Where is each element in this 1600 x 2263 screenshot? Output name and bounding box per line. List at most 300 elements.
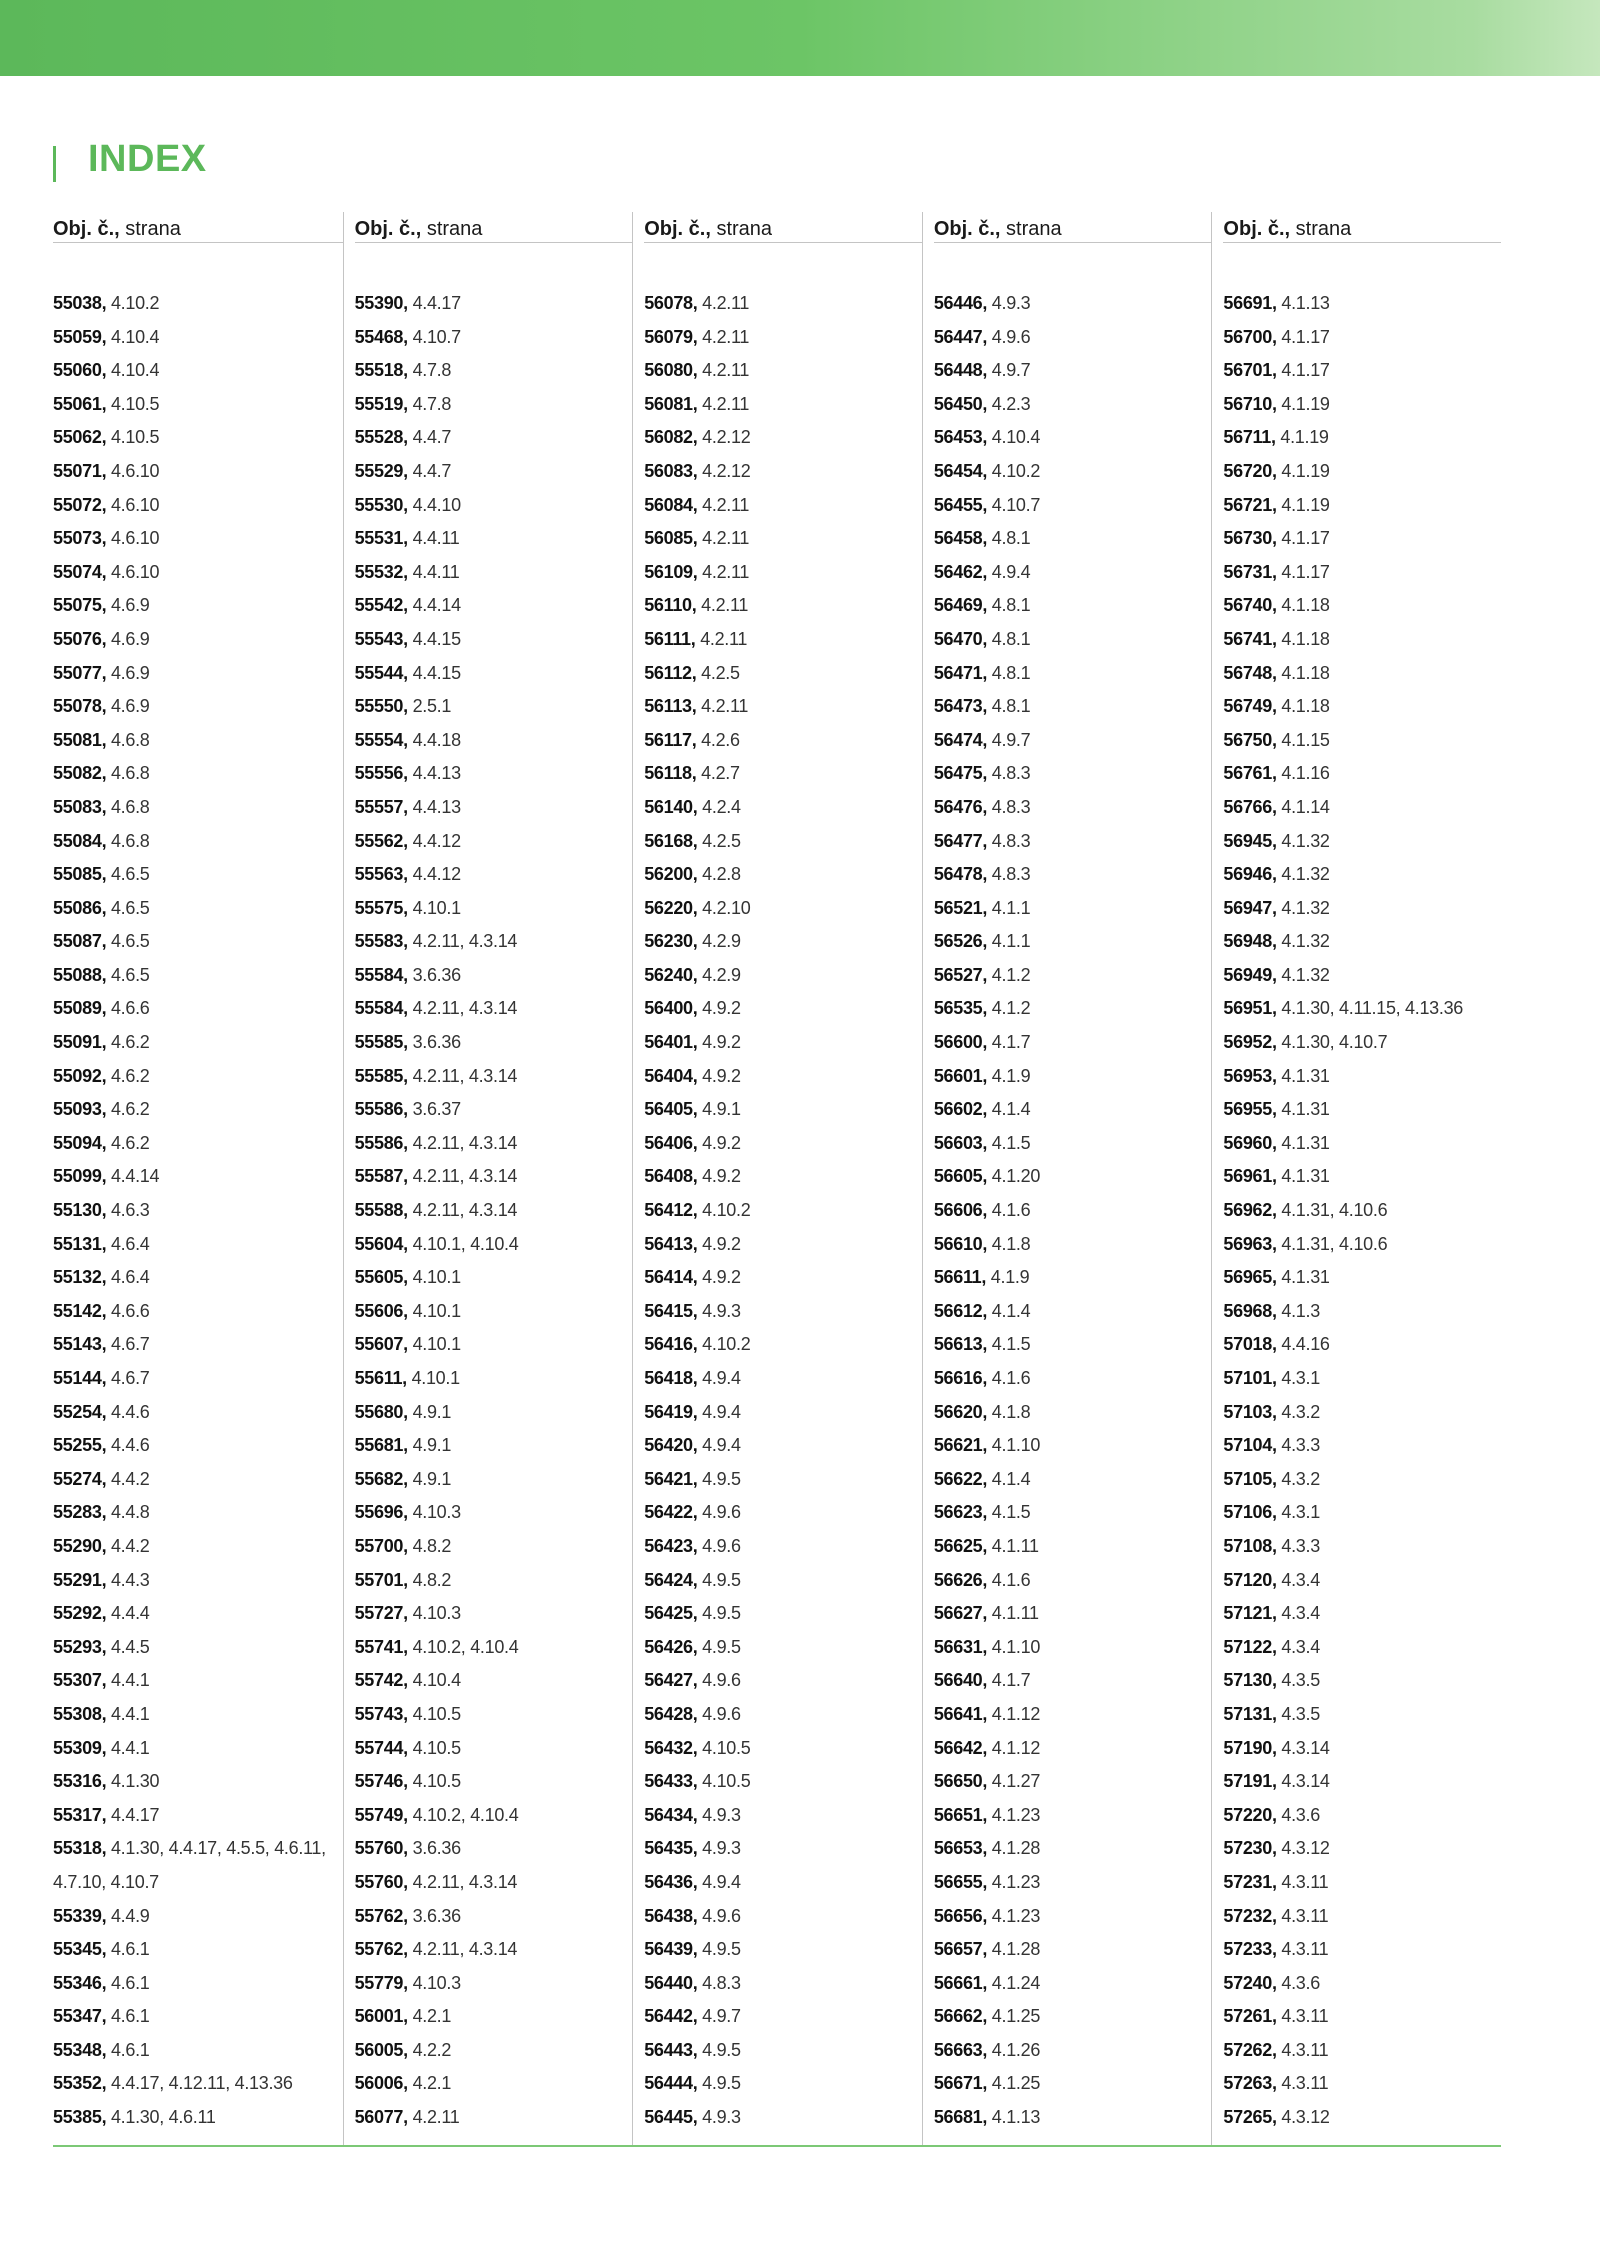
page-reference: 4.1.8 bbox=[991, 1233, 1031, 1254]
index-entry bbox=[934, 421, 1212, 455]
item-number: 56730 bbox=[1223, 528, 1272, 549]
item-number: 55562 bbox=[354, 830, 404, 851]
page-reference: 4.1.19 bbox=[1281, 460, 1330, 481]
item-separator: , bbox=[403, 1569, 413, 1590]
item-separator: , bbox=[692, 2039, 703, 2060]
page-reference: 4.2.11 bbox=[702, 528, 750, 549]
item-number: 56085 bbox=[644, 528, 693, 549]
item-separator: , bbox=[1271, 1569, 1282, 1590]
page-reference: 4.10.2 bbox=[702, 1334, 751, 1355]
index-entry bbox=[355, 1295, 633, 1329]
item-separator: , bbox=[101, 864, 111, 885]
index-entry bbox=[355, 1597, 633, 1631]
item-separator: , bbox=[1271, 1939, 1282, 1960]
page-reference: 4.9.7 bbox=[991, 729, 1031, 750]
page-reference: 4.1.2 bbox=[991, 998, 1031, 1019]
item-separator: , bbox=[1271, 897, 1282, 918]
index-entry bbox=[644, 1832, 922, 1866]
page-reference: 4.2.11 bbox=[702, 293, 750, 313]
index-entry bbox=[934, 1127, 1212, 1161]
page-reference: 4.10.3 bbox=[412, 1603, 461, 1624]
index-entry bbox=[53, 1832, 343, 1866]
page-reference: 4.9.5 bbox=[702, 1468, 741, 1489]
item-number: 56750 bbox=[1223, 729, 1272, 750]
item-separator: , bbox=[692, 1502, 703, 1523]
page-reference: 4.1.4 bbox=[991, 1468, 1031, 1489]
item-separator: , bbox=[403, 2006, 413, 2027]
page-reference: 4.8.3 bbox=[991, 763, 1031, 784]
item-separator: , bbox=[1271, 1267, 1282, 1288]
page-reference: 4.4.7 bbox=[412, 460, 452, 481]
page-reference: 4.10.3 bbox=[412, 1972, 461, 1993]
index-entry bbox=[644, 589, 922, 623]
index-entry bbox=[53, 1060, 343, 1094]
item-number: 55681 bbox=[354, 1435, 404, 1456]
item-separator: , bbox=[1271, 796, 1282, 817]
item-separator: , bbox=[1271, 1401, 1282, 1422]
item-number: 56640 bbox=[933, 1670, 983, 1691]
index-entry bbox=[53, 2101, 343, 2135]
item-number: 55604 bbox=[354, 1233, 404, 1254]
item-number: 55083 bbox=[53, 796, 102, 817]
page-reference: 4.2.1 bbox=[412, 2073, 452, 2094]
item-number: 57220 bbox=[1223, 1804, 1272, 1825]
index-entry bbox=[644, 623, 922, 657]
item-number: 56436 bbox=[644, 1871, 693, 1892]
item-separator: , bbox=[691, 696, 702, 717]
index-entry bbox=[355, 925, 633, 959]
item-separator: , bbox=[403, 1703, 413, 1724]
page-reference: 4.9.6 bbox=[991, 326, 1031, 347]
index-entry bbox=[934, 1664, 1212, 1698]
item-number: 57265 bbox=[1223, 2107, 1272, 2128]
item-number: 56627 bbox=[933, 1603, 983, 1624]
page-reference: 4.4.1 bbox=[110, 1737, 150, 1758]
page-reference: 4.2.2 bbox=[412, 2039, 452, 2060]
index-entry bbox=[644, 1967, 922, 2001]
item-number: 55142 bbox=[53, 1300, 102, 1321]
page-reference: 4.2.7 bbox=[701, 763, 740, 784]
item-number: 56458 bbox=[933, 528, 983, 549]
index-entry bbox=[53, 992, 343, 1026]
index-entry bbox=[1223, 1597, 1501, 1631]
page-reference: 4.2.8 bbox=[702, 864, 741, 885]
index-entry bbox=[1223, 421, 1501, 455]
page-reference: 4.3.11 bbox=[1281, 2006, 1329, 2027]
item-number: 55316 bbox=[53, 1771, 102, 1792]
page-reference: 4.1.20 bbox=[991, 1166, 1041, 1187]
page-reference: 4.10.2, 4.10.4 bbox=[412, 1804, 519, 1825]
page-reference: 4.2.12 bbox=[702, 427, 751, 448]
page-reference: 4.1.5 bbox=[991, 1502, 1031, 1523]
index-entry bbox=[355, 287, 633, 321]
item-separator: , bbox=[692, 964, 703, 985]
page-reference: 4.2.5 bbox=[701, 662, 740, 683]
index-column-5 bbox=[1211, 212, 1501, 2147]
item-number: 56616 bbox=[933, 1368, 983, 1388]
column-header-rest: strana bbox=[421, 218, 483, 240]
item-separator: , bbox=[1271, 830, 1282, 851]
item-separator: , bbox=[101, 763, 111, 784]
item-number: 55283 bbox=[53, 1502, 102, 1523]
page-reference: 4.6.4 bbox=[110, 1233, 150, 1254]
page-reference: 4.4.18 bbox=[412, 729, 461, 750]
item-number: 55307 bbox=[53, 1670, 102, 1691]
index-entry bbox=[934, 1765, 1212, 1799]
item-number: 55254 bbox=[53, 1401, 102, 1422]
item-number: 56440 bbox=[644, 1972, 693, 1993]
page-reference: 4.8.3 bbox=[991, 864, 1031, 885]
index-entry bbox=[644, 2101, 922, 2135]
index-entry bbox=[53, 959, 343, 993]
item-number: 56478 bbox=[933, 864, 983, 885]
item-number: 57120 bbox=[1223, 1569, 1272, 1590]
page-reference: 4.4.16 bbox=[1281, 1334, 1330, 1355]
item-separator: , bbox=[101, 830, 111, 851]
index-entry bbox=[53, 724, 343, 758]
index-entry bbox=[934, 959, 1212, 993]
item-number: 57122 bbox=[1223, 1636, 1272, 1657]
index-entry bbox=[53, 757, 343, 791]
index-entry bbox=[934, 724, 1212, 758]
page-reference: 4.9.2 bbox=[702, 1233, 741, 1254]
item-number: 56078 bbox=[644, 293, 693, 313]
item-number: 57232 bbox=[1223, 1905, 1272, 1926]
index-entry bbox=[644, 421, 922, 455]
page-reference: 4.3.12 bbox=[1281, 1838, 1330, 1859]
index-entry bbox=[1223, 724, 1501, 758]
item-separator: , bbox=[692, 360, 703, 381]
item-separator: , bbox=[403, 1502, 413, 1523]
page-reference: 4.3.2 bbox=[1281, 1468, 1320, 1489]
item-separator: , bbox=[982, 1670, 992, 1691]
item-separator: , bbox=[101, 2107, 111, 2128]
item-separator: , bbox=[692, 897, 703, 918]
item-separator: , bbox=[101, 1468, 111, 1489]
index-entry bbox=[934, 757, 1212, 791]
page-reference: 4.1.11 bbox=[991, 1603, 1039, 1624]
item-separator: , bbox=[982, 662, 992, 683]
page-reference: 4.8.2 bbox=[412, 1535, 452, 1556]
item-number: 56113 bbox=[644, 696, 692, 717]
item-number: 56948 bbox=[1223, 931, 1272, 952]
item-separator: , bbox=[403, 897, 413, 918]
page-reference: 4.1.31 bbox=[1281, 1099, 1330, 1120]
page-reference: 4.1.28 bbox=[991, 1838, 1041, 1859]
item-separator: , bbox=[101, 1603, 111, 1624]
index-entry bbox=[53, 522, 343, 556]
item-number: 56968 bbox=[1223, 1300, 1272, 1321]
index-entry bbox=[644, 791, 922, 825]
item-number: 55060 bbox=[53, 360, 102, 381]
index-entry bbox=[934, 791, 1212, 825]
index-entry bbox=[53, 589, 343, 623]
item-separator: , bbox=[692, 494, 703, 515]
item-separator: , bbox=[691, 729, 702, 750]
item-number: 56450 bbox=[933, 393, 983, 414]
index-entry bbox=[934, 1799, 1212, 1833]
item-number: 56601 bbox=[933, 1065, 983, 1086]
index-entry bbox=[644, 825, 922, 859]
item-separator: , bbox=[692, 1535, 703, 1556]
page-reference: 4.1.32 bbox=[1281, 830, 1330, 851]
item-separator: , bbox=[1271, 1771, 1282, 1792]
page-reference: 4.2.3 bbox=[991, 393, 1031, 414]
page-reference: 4.6.8 bbox=[110, 830, 150, 851]
item-number: 56109 bbox=[644, 561, 693, 582]
item-number: 56425 bbox=[644, 1603, 693, 1624]
item-number: 55084 bbox=[53, 830, 102, 851]
index-entry bbox=[355, 1127, 633, 1161]
index-entry bbox=[53, 388, 343, 422]
item-separator: , bbox=[403, 628, 413, 649]
index-entry bbox=[355, 1832, 633, 1866]
index-entry bbox=[355, 1496, 633, 1530]
item-separator: , bbox=[692, 864, 703, 885]
page-reference: 4.2.11 bbox=[412, 2107, 460, 2128]
index-entry bbox=[53, 1866, 343, 1900]
page-reference: 4.9.4 bbox=[702, 1368, 741, 1388]
page-reference: 4.4.6 bbox=[110, 1435, 150, 1456]
item-number: 56653 bbox=[933, 1838, 983, 1859]
item-separator: , bbox=[692, 326, 703, 347]
item-number: 56965 bbox=[1223, 1267, 1272, 1288]
item-separator: , bbox=[403, 964, 413, 985]
index-entry bbox=[355, 757, 633, 791]
index-entry bbox=[1223, 1228, 1501, 1262]
index-entry bbox=[355, 2067, 633, 2101]
page-reference: 4.1.31 bbox=[1281, 1132, 1330, 1153]
index-entry bbox=[53, 1093, 343, 1127]
index-entry bbox=[1223, 1295, 1501, 1329]
column-header bbox=[355, 212, 633, 243]
page-reference: 4.10.1 bbox=[412, 897, 461, 918]
index-list bbox=[53, 243, 343, 2135]
index-entry bbox=[355, 1328, 633, 1362]
item-separator: , bbox=[692, 460, 703, 481]
item-separator: , bbox=[1271, 1334, 1282, 1355]
item-separator: , bbox=[982, 1603, 992, 1624]
index-entry bbox=[934, 1967, 1212, 2001]
item-separator: , bbox=[403, 561, 413, 582]
item-separator: , bbox=[1271, 2107, 1282, 2128]
item-number: 55092 bbox=[53, 1065, 102, 1086]
item-number: 57231 bbox=[1223, 1871, 1272, 1892]
index-entry bbox=[355, 959, 633, 993]
page-reference: 4.1.31 bbox=[1281, 1267, 1330, 1288]
index-entry bbox=[355, 1093, 633, 1127]
index-entry bbox=[355, 589, 633, 623]
item-number: 55682 bbox=[354, 1468, 404, 1489]
item-separator: , bbox=[101, 931, 111, 952]
index-entry bbox=[355, 623, 633, 657]
item-separator: , bbox=[101, 1132, 111, 1153]
index-entry bbox=[644, 1093, 922, 1127]
index-entry bbox=[934, 522, 1212, 556]
index-entry bbox=[355, 892, 633, 926]
index-entry bbox=[934, 892, 1212, 926]
page-reference: 4.6.2 bbox=[110, 1065, 150, 1086]
page-reference: 4.3.12 bbox=[1281, 2107, 1330, 2128]
item-number: 56006 bbox=[354, 2073, 404, 2094]
item-number: 56448 bbox=[933, 360, 983, 381]
item-separator: , bbox=[982, 830, 992, 851]
index-entry bbox=[644, 1463, 922, 1497]
item-separator: , bbox=[101, 1804, 111, 1825]
page-reference: 4.8.2 bbox=[412, 1569, 452, 1590]
item-number: 56077 bbox=[354, 2107, 404, 2128]
item-number: 56945 bbox=[1223, 830, 1272, 851]
item-separator: , bbox=[692, 1099, 703, 1120]
item-number: 55762 bbox=[354, 1905, 404, 1926]
page-reference: 3.6.36 bbox=[412, 1032, 461, 1053]
index-entry bbox=[644, 354, 922, 388]
page-reference: 4.9.2 bbox=[702, 1166, 741, 1187]
index-entry bbox=[644, 388, 922, 422]
page-reference: 4.10.5 bbox=[110, 393, 160, 414]
item-number: 56444 bbox=[644, 2073, 693, 2094]
page-reference: 4.1.12 bbox=[991, 1737, 1041, 1758]
item-number: 56081 bbox=[644, 393, 693, 414]
item-number: 56605 bbox=[933, 1166, 983, 1187]
index-column-3 bbox=[632, 212, 922, 2147]
page-reference: 4.1.5 bbox=[991, 1334, 1031, 1355]
item-number: 55606 bbox=[354, 1300, 404, 1321]
item-number: 55727 bbox=[354, 1603, 404, 1624]
item-number: 56443 bbox=[644, 2039, 693, 2060]
index-entry bbox=[53, 1463, 343, 1497]
index-entry bbox=[934, 1900, 1212, 1934]
item-number: 56946 bbox=[1223, 864, 1272, 885]
item-number: 55611 bbox=[354, 1368, 403, 1388]
page-reference: 4.10.5 bbox=[412, 1737, 461, 1758]
item-separator: , bbox=[1271, 393, 1282, 414]
item-separator: , bbox=[101, 998, 111, 1019]
page-reference: 4.7.10, 4.10.7 bbox=[53, 1871, 159, 1892]
item-separator: , bbox=[692, 1569, 703, 1590]
page-reference: 4.1.17 bbox=[1281, 360, 1330, 381]
item-number: 56080 bbox=[644, 360, 693, 381]
page-reference: 4.9.1 bbox=[412, 1435, 452, 1456]
item-separator: , bbox=[101, 595, 111, 616]
item-number: 56951 bbox=[1223, 998, 1272, 1019]
page-reference: 4.3.6 bbox=[1281, 1804, 1320, 1825]
page-reference: 4.4.7 bbox=[412, 427, 452, 448]
page-reference: 4.6.2 bbox=[110, 1032, 150, 1053]
item-separator: , bbox=[692, 1603, 703, 1624]
page-reference: 4.1.17 bbox=[1281, 561, 1330, 582]
index-list bbox=[355, 243, 633, 2135]
item-number: 55779 bbox=[354, 1972, 404, 1993]
index-entry bbox=[355, 1564, 633, 1598]
index-entry bbox=[644, 1765, 922, 1799]
page-reference: 4.6.9 bbox=[110, 595, 150, 616]
item-separator: , bbox=[403, 1939, 413, 1960]
item-number: 55741 bbox=[354, 1636, 404, 1657]
page-reference: 4.10.1, 4.10.4 bbox=[412, 1233, 519, 1254]
page-reference: 4.8.3 bbox=[991, 830, 1031, 851]
index-list bbox=[934, 243, 1212, 2135]
page-reference: 4.10.1 bbox=[411, 1368, 460, 1388]
page-reference: 4.10.5 bbox=[702, 1737, 751, 1758]
item-separator: , bbox=[692, 2107, 703, 2128]
item-separator: , bbox=[982, 326, 992, 347]
item-number: 56606 bbox=[933, 1200, 983, 1221]
item-number: 56657 bbox=[933, 1939, 983, 1960]
page-reference: 4.1.19 bbox=[1281, 494, 1330, 515]
index-entry bbox=[1223, 2101, 1501, 2135]
page-reference: 4.9.2 bbox=[702, 1132, 741, 1153]
item-number: 57233 bbox=[1223, 1939, 1272, 1960]
page-reference: 3.6.36 bbox=[412, 964, 461, 985]
index-entry bbox=[53, 825, 343, 859]
item-number: 55749 bbox=[354, 1804, 404, 1825]
item-separator: , bbox=[101, 326, 111, 347]
page-reference: 4.3.2 bbox=[1281, 1401, 1320, 1422]
item-separator: , bbox=[1270, 427, 1281, 448]
page-reference: 4.1.31 bbox=[1281, 1166, 1330, 1187]
index-entry bbox=[355, 690, 633, 724]
column-header-rest: strana bbox=[710, 218, 773, 240]
index-entry bbox=[934, 858, 1212, 892]
item-number: 55318 bbox=[53, 1838, 102, 1859]
page-reference: 4.6.6 bbox=[110, 1300, 150, 1321]
index-entry bbox=[355, 522, 633, 556]
page-reference: 4.6.2 bbox=[110, 1099, 150, 1120]
item-separator: , bbox=[1271, 1737, 1282, 1758]
item-number: 55519 bbox=[354, 393, 404, 414]
item-separator: , bbox=[982, 1535, 992, 1556]
page-reference: 4.1.8 bbox=[991, 1401, 1031, 1422]
index-entry bbox=[1223, 1732, 1501, 1766]
item-number: 56656 bbox=[933, 1905, 983, 1926]
item-number: 55528 bbox=[354, 427, 404, 448]
page-reference: 4.1.27 bbox=[991, 1771, 1041, 1792]
item-separator: , bbox=[1271, 561, 1282, 582]
item-number: 55144 bbox=[53, 1368, 102, 1388]
item-separator: , bbox=[101, 561, 111, 582]
item-separator: , bbox=[982, 1771, 992, 1792]
item-number: 56471 bbox=[933, 662, 983, 683]
item-separator: , bbox=[1271, 864, 1282, 885]
index-entry bbox=[1223, 623, 1501, 657]
page-reference: 4.1.24 bbox=[991, 1972, 1041, 1993]
item-number: 56001 bbox=[354, 2006, 404, 2027]
item-number: 55339 bbox=[53, 1905, 102, 1926]
page-reference: 4.1.9 bbox=[991, 1065, 1031, 1086]
item-separator: , bbox=[692, 1771, 703, 1792]
index-entry bbox=[1223, 1160, 1501, 1194]
item-number: 55744 bbox=[354, 1737, 404, 1758]
item-number: 55585 bbox=[354, 1032, 404, 1053]
index-entry bbox=[53, 1295, 343, 1329]
page-reference: 4.6.10 bbox=[110, 528, 160, 549]
item-separator: , bbox=[101, 796, 111, 817]
item-number: 56953 bbox=[1223, 1065, 1272, 1086]
item-separator: , bbox=[692, 1804, 703, 1825]
page-reference: 4.10.5 bbox=[412, 1771, 461, 1792]
item-number: 56621 bbox=[933, 1435, 983, 1456]
page-reference: 4.9.5 bbox=[702, 2039, 741, 2060]
item-number: 56474 bbox=[933, 729, 983, 750]
index-entry bbox=[1223, 1093, 1501, 1127]
page-reference: 4.4.17 bbox=[412, 293, 461, 313]
index-entry bbox=[53, 791, 343, 825]
item-separator: , bbox=[403, 1300, 413, 1321]
index-column-2 bbox=[343, 212, 633, 2147]
index-entry bbox=[53, 1026, 343, 1060]
page-reference: 4.10.5 bbox=[110, 427, 160, 448]
